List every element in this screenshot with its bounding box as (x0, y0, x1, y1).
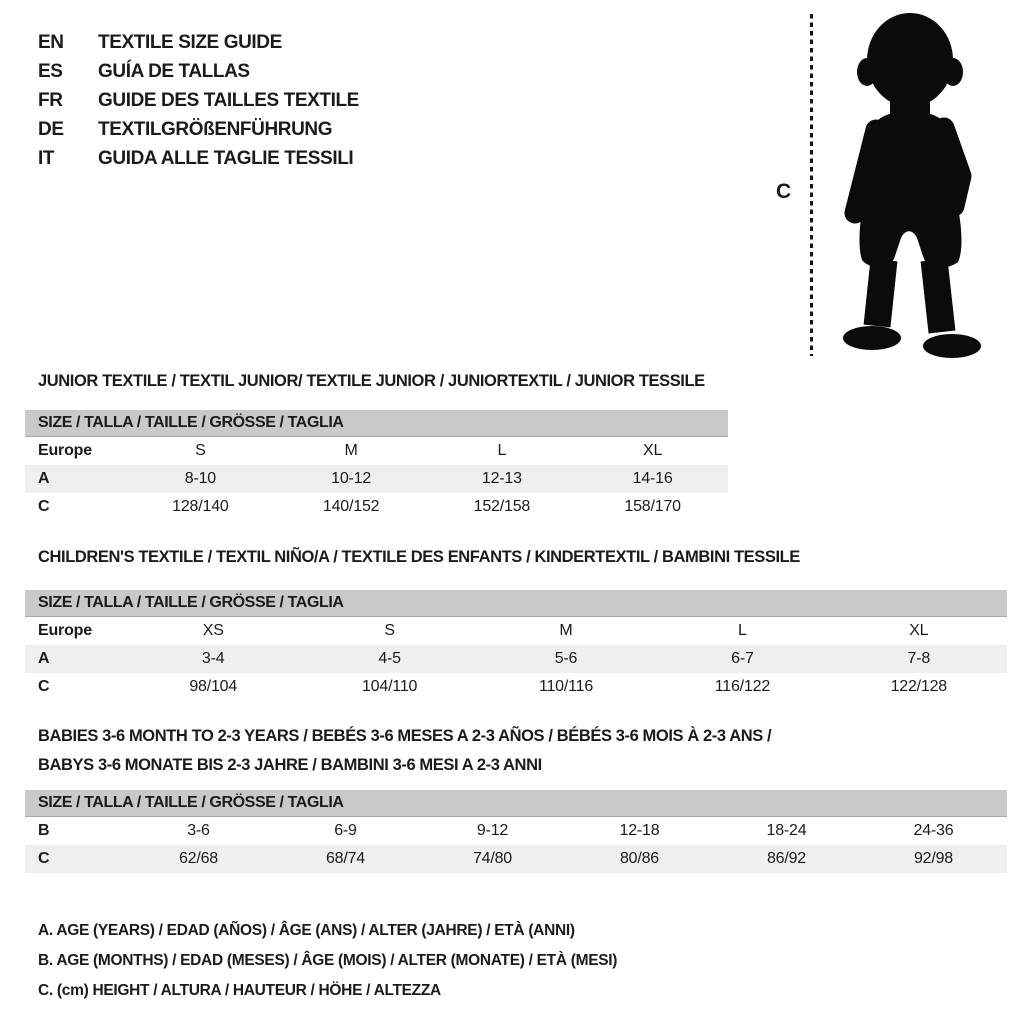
legend-line-c: C. (cm) HEIGHT / ALTURA / HAUTEUR / HÖHE / ALTEZZA (38, 982, 441, 999)
legend-line-b: B. AGE (MONTHS) / EDAD (MESES) / ÂGE (MOIS) / ALTER (MONATE) / ETÀ (MESI) (38, 952, 618, 969)
table-row-europe (25, 617, 1007, 645)
age-cell: 12-13 (481, 470, 522, 487)
age-cell: 10-12 (331, 470, 372, 487)
children-size-table (25, 590, 1007, 701)
age-cell: 4-5 (378, 650, 401, 667)
size-cell: L (738, 622, 747, 639)
junior-size-table (25, 410, 728, 521)
babies-size-table (25, 790, 1007, 873)
toddler-silhouette (820, 8, 998, 360)
row-label: Europe (38, 622, 92, 639)
language-code: EN (38, 31, 64, 53)
language-title: TEXTILE SIZE GUIDE (98, 31, 282, 53)
size-header-bar: SIZE / TALLA / TAILLE / GRÖSSE / TAGLIA (25, 590, 1007, 617)
table-row-height (25, 493, 728, 521)
height-cell: 122/128 (890, 678, 947, 695)
legend-line-a: A. AGE (YEARS) / EDAD (AÑOS) / ÂGE (ANS) / ALTER (JAHRE) / ETÀ (ANNI) (38, 922, 575, 939)
junior-section-heading: JUNIOR TEXTILE / TEXTIL JUNIOR/ TEXTILE JUNIOR / JUNIORTEXTIL / JUNIOR TESSILE (38, 372, 705, 390)
row-label: C (38, 678, 50, 695)
size-cell: S (384, 622, 395, 639)
height-measure-label: C (776, 180, 792, 203)
row-label: A (38, 470, 50, 487)
language-code: DE (38, 118, 64, 140)
age-cell: 6-9 (334, 822, 357, 839)
age-cell: 5-6 (554, 650, 578, 667)
height-cell: 98/104 (189, 678, 238, 695)
table-row-age (25, 645, 1007, 673)
size-cell: L (497, 442, 507, 459)
height-cell: 74/80 (472, 850, 513, 867)
table-row-height (25, 845, 1007, 873)
age-cell: 14-16 (632, 470, 673, 487)
height-cell: 128/140 (172, 498, 229, 515)
age-cell: 24-36 (913, 822, 954, 839)
height-cell: 68/74 (325, 850, 366, 867)
age-cell: 12-18 (619, 822, 660, 839)
language-title: GUIDE DES TAILLES TEXTILE (98, 89, 359, 111)
table-row-age (25, 465, 728, 493)
age-cell: 9-12 (476, 822, 509, 839)
age-cell: 7-8 (907, 650, 931, 667)
table-row-height (25, 673, 1007, 701)
children-section-heading: CHILDREN'S TEXTILE / TEXTIL NIÑO/A / TEXTILE DES ENFANTS / KINDERTEXTIL / BAMBINI TESSILE (38, 548, 800, 566)
row-label: A (38, 650, 50, 667)
language-row-it (38, 144, 359, 173)
babies-heading-line-1: BABIES 3-6 MONTH TO 2-3 YEARS / BEBÉS 3-6 MESES A 2-3 AÑOS / BÉBÉS 3-6 MOIS À 2-3 ANS / (38, 727, 772, 745)
row-label: C (38, 850, 50, 867)
age-cell: 3-6 (187, 822, 210, 839)
size-header-bar: SIZE / TALLA / TAILLE / GRÖSSE / TAGLIA (25, 410, 728, 437)
height-cell: 80/86 (619, 850, 660, 867)
table-row-europe (25, 437, 728, 465)
language-row-en (38, 28, 359, 57)
height-cell: 158/170 (624, 498, 681, 515)
height-cell: 92/98 (913, 850, 954, 867)
language-title: TEXTILGRÖßENFÜHRUNG (98, 118, 333, 140)
height-cell: 140/152 (322, 498, 380, 515)
height-cell: 104/110 (361, 678, 418, 695)
language-row-fr (38, 86, 359, 115)
height-cell: 62/68 (178, 850, 219, 867)
language-code: ES (38, 60, 63, 82)
language-title: GUÍA DE TALLAS (98, 60, 250, 82)
age-cell: 18-24 (766, 822, 807, 839)
table-row-age-months (25, 817, 1007, 845)
height-cell: 152/158 (473, 498, 531, 515)
row-label: B (38, 822, 50, 839)
size-cell: XL (909, 622, 929, 639)
height-cell: 116/122 (714, 678, 771, 695)
age-cell: 3-4 (201, 650, 225, 667)
language-code: FR (38, 89, 63, 111)
row-label: C (38, 498, 50, 515)
babies-heading-line-2: BABYS 3-6 MONATE BIS 2-3 JAHRE / BAMBINI 3-6 MESI A 2-3 ANNI (38, 756, 542, 774)
language-title: GUIDA ALLE TAGLIE TESSILI (98, 147, 354, 169)
height-measure-dotted-line (810, 14, 813, 356)
size-cell: M (559, 622, 573, 639)
measurement-legend (38, 916, 617, 1006)
row-label: Europe (38, 442, 92, 459)
size-header-bar: SIZE / TALLA / TAILLE / GRÖSSE / TAGLIA (25, 790, 1007, 817)
language-row-de (38, 115, 359, 144)
size-cell: S (195, 442, 206, 459)
height-cell: 110/116 (538, 678, 594, 695)
size-cell: M (344, 442, 358, 459)
height-cell: 86/92 (766, 850, 807, 867)
age-cell: 8-10 (184, 470, 216, 487)
language-row-es (38, 57, 359, 86)
size-cell: XL (643, 442, 663, 459)
babies-section-heading (38, 722, 771, 780)
language-title-list (38, 28, 359, 173)
age-cell: 6-7 (731, 650, 754, 667)
language-code: IT (38, 147, 55, 169)
size-cell: XS (202, 622, 224, 639)
